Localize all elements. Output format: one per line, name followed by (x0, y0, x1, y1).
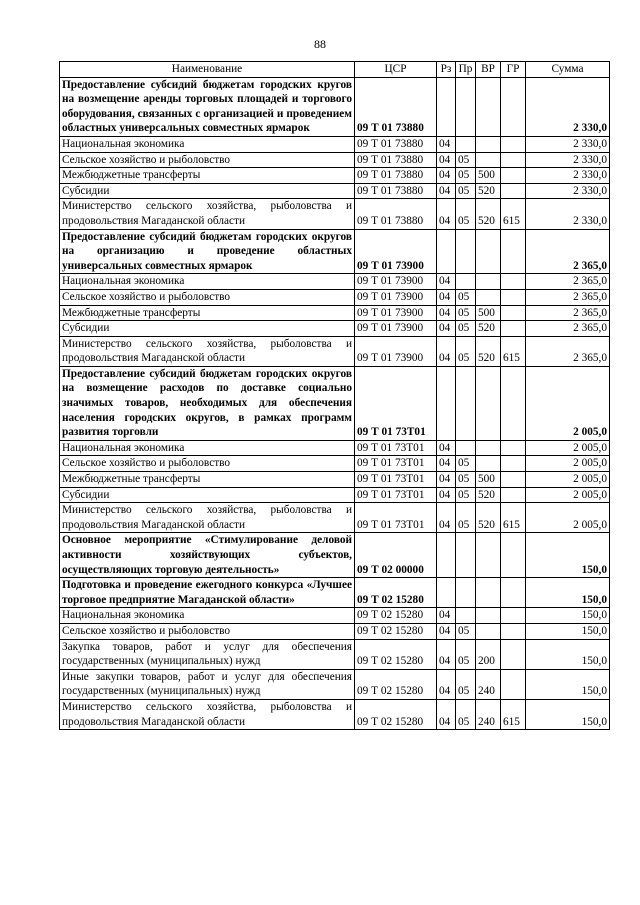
cell-pr: 05 (456, 183, 476, 199)
cell-sum: 2 005,0 (526, 487, 610, 503)
cell-rz: 04 (437, 199, 456, 229)
cell-csr: 09 Т 01 73880 (355, 199, 437, 229)
cell-name: Предоставление субсидий бюджетам городских округов на возмещение расходов по доставке социально значимых товаров, необходимых для обеспечения населения городских округов, в рамках программ развития торговли (60, 366, 355, 440)
cell-csr: 09 Т 02 15280 (355, 639, 437, 669)
cell-gr: 615 (501, 699, 526, 729)
cell-csr: 09 Т 01 73880 (355, 183, 437, 199)
table-row (60, 274, 610, 290)
cell-sum: 2 330,0 (526, 136, 610, 152)
cell-csr: 09 Т 01 73Т01 (355, 440, 437, 456)
cell-sum: 150,0 (526, 639, 610, 669)
table-row-program (60, 578, 610, 608)
cell-rz: 04 (437, 136, 456, 152)
cell-name: Национальная экономика (60, 608, 355, 624)
cell-gr (501, 321, 526, 337)
cell-pr (456, 608, 476, 624)
cell-sum: 2 005,0 (526, 456, 610, 472)
cell-vr: 520 (476, 503, 501, 533)
cell-sum: 150,0 (526, 669, 610, 699)
cell-name: Национальная экономика (60, 136, 355, 152)
table-row (60, 639, 610, 669)
cell-pr (456, 77, 476, 136)
cell-rz: 04 (437, 274, 456, 290)
cell-pr: 05 (456, 305, 476, 321)
budget-table (59, 61, 610, 730)
table-row-program (60, 533, 610, 578)
cell-vr (476, 456, 501, 472)
cell-csr: 09 Т 01 73Т01 (355, 456, 437, 472)
cell-sum: 2 365,0 (526, 305, 610, 321)
cell-gr (501, 669, 526, 699)
cell-csr: 09 Т 01 73900 (355, 289, 437, 305)
cell-pr: 05 (456, 199, 476, 229)
cell-gr (501, 456, 526, 472)
cell-name: Национальная экономика (60, 274, 355, 290)
cell-vr: 240 (476, 699, 501, 729)
cell-rz: 04 (437, 639, 456, 669)
cell-rz: 04 (437, 183, 456, 199)
cell-csr: 09 Т 01 73900 (355, 229, 437, 274)
cell-vr (476, 366, 501, 440)
cell-vr: 520 (476, 183, 501, 199)
table-row (60, 168, 610, 184)
cell-pr (456, 274, 476, 290)
table-row (60, 487, 610, 503)
cell-vr: 500 (476, 472, 501, 488)
cell-sum: 150,0 (526, 533, 610, 578)
cell-name: Подготовка и проведение ежегодного конкурса «Лучшее торговое предприятие Магаданской области» (60, 578, 355, 608)
cell-pr (456, 229, 476, 274)
cell-rz: 04 (437, 699, 456, 729)
cell-vr (476, 578, 501, 608)
cell-gr (501, 608, 526, 624)
cell-rz: 04 (437, 669, 456, 699)
cell-pr: 05 (456, 336, 476, 366)
cell-vr (476, 229, 501, 274)
cell-pr: 05 (456, 456, 476, 472)
cell-vr: 520 (476, 336, 501, 366)
cell-gr (501, 440, 526, 456)
cell-csr: 09 Т 01 73900 (355, 321, 437, 337)
cell-pr (456, 578, 476, 608)
cell-vr (476, 533, 501, 578)
cell-csr: 09 Т 01 73900 (355, 336, 437, 366)
cell-pr: 05 (456, 699, 476, 729)
cell-rz: 04 (437, 456, 456, 472)
cell-pr (456, 366, 476, 440)
cell-gr (501, 168, 526, 184)
cell-sum: 2 005,0 (526, 440, 610, 456)
cell-pr: 05 (456, 623, 476, 639)
cell-name: Межбюджетные трансферты (60, 472, 355, 488)
cell-rz: 04 (437, 503, 456, 533)
cell-rz: 04 (437, 623, 456, 639)
header-gr: ГР (501, 62, 526, 78)
cell-rz: 04 (437, 168, 456, 184)
cell-gr (501, 639, 526, 669)
table-row (60, 472, 610, 488)
cell-name: Основное мероприятие «Стимулирование деловой активности хозяйствующих субъектов, осуществляющих торговую деятельность» (60, 533, 355, 578)
cell-name: Министерство сельского хозяйства, рыболовства и продовольствия Магаданской области (60, 503, 355, 533)
cell-gr (501, 289, 526, 305)
cell-gr (501, 183, 526, 199)
table-row-program (60, 77, 610, 136)
cell-pr (456, 136, 476, 152)
cell-gr (501, 305, 526, 321)
cell-pr (456, 533, 476, 578)
table-row (60, 136, 610, 152)
cell-name: Министерство сельского хозяйства, рыболовства и продовольствия Магаданской области (60, 699, 355, 729)
cell-name: Министерство сельского хозяйства, рыболовства и продовольствия Магаданской области (60, 336, 355, 366)
table-row (60, 456, 610, 472)
cell-sum: 150,0 (526, 608, 610, 624)
cell-csr: 09 Т 02 15280 (355, 623, 437, 639)
cell-rz: 04 (437, 336, 456, 366)
cell-vr (476, 623, 501, 639)
cell-sum: 2 330,0 (526, 152, 610, 168)
cell-pr: 05 (456, 669, 476, 699)
cell-rz: 04 (437, 289, 456, 305)
cell-vr: 240 (476, 669, 501, 699)
cell-gr (501, 136, 526, 152)
cell-gr (501, 533, 526, 578)
cell-csr: 09 Т 01 73900 (355, 305, 437, 321)
cell-rz (437, 578, 456, 608)
cell-pr: 05 (456, 321, 476, 337)
cell-name: Сельское хозяйство и рыболовство (60, 289, 355, 305)
cell-pr: 05 (456, 289, 476, 305)
cell-name: Субсидии (60, 183, 355, 199)
cell-csr: 09 Т 02 15280 (355, 699, 437, 729)
header-sum: Сумма (526, 62, 610, 78)
cell-rz (437, 229, 456, 274)
cell-pr: 05 (456, 152, 476, 168)
cell-rz: 04 (437, 472, 456, 488)
table-row (60, 199, 610, 229)
header-vr: ВР (476, 62, 501, 78)
cell-name: Сельское хозяйство и рыболовство (60, 456, 355, 472)
cell-name: Межбюджетные трансферты (60, 305, 355, 321)
table-row (60, 336, 610, 366)
cell-sum: 2 365,0 (526, 336, 610, 366)
cell-rz (437, 366, 456, 440)
cell-rz: 04 (437, 608, 456, 624)
cell-name: Национальная экономика (60, 440, 355, 456)
cell-gr: 615 (501, 336, 526, 366)
cell-vr: 500 (476, 305, 501, 321)
cell-csr: 09 Т 02 15280 (355, 578, 437, 608)
table-body (60, 77, 610, 730)
cell-pr: 05 (456, 487, 476, 503)
cell-name: Закупка товаров, работ и услуг для обеспечения государственных (муниципальных) нужд (60, 639, 355, 669)
cell-vr (476, 608, 501, 624)
table-row (60, 669, 610, 699)
table-row (60, 623, 610, 639)
cell-vr (476, 440, 501, 456)
cell-sum: 2 330,0 (526, 183, 610, 199)
cell-csr: 09 Т 01 73880 (355, 152, 437, 168)
cell-gr (501, 487, 526, 503)
cell-sum: 2 330,0 (526, 168, 610, 184)
table-row (60, 503, 610, 533)
cell-gr: 615 (501, 199, 526, 229)
cell-csr: 09 Т 01 73Т01 (355, 366, 437, 440)
table-row (60, 183, 610, 199)
cell-gr (501, 152, 526, 168)
table-row (60, 608, 610, 624)
table-row (60, 321, 610, 337)
cell-rz: 04 (437, 305, 456, 321)
cell-gr: 615 (501, 503, 526, 533)
header-pr: Пр (456, 62, 476, 78)
cell-name: Предоставление субсидий бюджетам городских кругов на возмещение аренды торговых площадей и торгового оборудования, связанных с организацией и проведением областных универсальных совместных ярмарок (60, 77, 355, 136)
table-row (60, 152, 610, 168)
table-row-program (60, 229, 610, 274)
table-row (60, 289, 610, 305)
cell-csr: 09 Т 01 73Т01 (355, 503, 437, 533)
cell-vr: 520 (476, 199, 501, 229)
cell-name: Предоставление субсидий бюджетам городских округов на организацию и проведение областных универсальных совместных ярмарок (60, 229, 355, 274)
cell-sum: 2 365,0 (526, 274, 610, 290)
cell-vr: 520 (476, 321, 501, 337)
cell-vr (476, 77, 501, 136)
cell-rz (437, 77, 456, 136)
cell-sum: 2 330,0 (526, 77, 610, 136)
cell-sum: 2 005,0 (526, 472, 610, 488)
cell-gr (501, 77, 526, 136)
cell-vr (476, 152, 501, 168)
cell-sum: 2 005,0 (526, 503, 610, 533)
cell-sum: 2 365,0 (526, 289, 610, 305)
table-row (60, 699, 610, 729)
cell-name: Сельское хозяйство и рыболовство (60, 623, 355, 639)
cell-name: Субсидии (60, 487, 355, 503)
cell-rz: 04 (437, 152, 456, 168)
cell-sum: 150,0 (526, 699, 610, 729)
cell-rz: 04 (437, 440, 456, 456)
cell-csr: 09 Т 01 73880 (355, 168, 437, 184)
table-row (60, 440, 610, 456)
cell-rz: 04 (437, 487, 456, 503)
cell-vr (476, 289, 501, 305)
table-row (60, 305, 610, 321)
cell-sum: 2 365,0 (526, 229, 610, 274)
cell-csr: 09 Т 01 73880 (355, 77, 437, 136)
cell-sum: 2 365,0 (526, 321, 610, 337)
table-header-row (60, 62, 610, 78)
cell-sum: 150,0 (526, 578, 610, 608)
header-csr: ЦСР (355, 62, 437, 78)
cell-name: Межбюджетные трансферты (60, 168, 355, 184)
cell-pr: 05 (456, 168, 476, 184)
cell-gr (501, 366, 526, 440)
cell-gr (501, 623, 526, 639)
page-number: 88 (314, 37, 326, 51)
cell-name: Субсидии (60, 321, 355, 337)
cell-pr (456, 440, 476, 456)
table-row-program (60, 366, 610, 440)
cell-sum: 2 330,0 (526, 199, 610, 229)
cell-gr (501, 274, 526, 290)
cell-csr: 09 Т 01 73Т01 (355, 472, 437, 488)
cell-pr: 05 (456, 503, 476, 533)
header-rz: Рз (437, 62, 456, 78)
cell-csr: 09 Т 01 73Т01 (355, 487, 437, 503)
cell-vr: 500 (476, 168, 501, 184)
cell-csr: 09 Т 02 15280 (355, 608, 437, 624)
cell-gr (501, 472, 526, 488)
cell-rz (437, 533, 456, 578)
cell-sum: 150,0 (526, 623, 610, 639)
cell-csr: 09 Т 02 15280 (355, 669, 437, 699)
header-name: Наименование (60, 62, 355, 78)
cell-vr (476, 274, 501, 290)
cell-rz: 04 (437, 321, 456, 337)
cell-csr: 09 Т 02 00000 (355, 533, 437, 578)
cell-csr: 09 Т 01 73900 (355, 274, 437, 290)
cell-name: Сельское хозяйство и рыболовство (60, 152, 355, 168)
cell-pr: 05 (456, 472, 476, 488)
cell-gr (501, 578, 526, 608)
cell-vr: 520 (476, 487, 501, 503)
cell-vr: 200 (476, 639, 501, 669)
cell-csr: 09 Т 01 73880 (355, 136, 437, 152)
cell-gr (501, 229, 526, 274)
cell-sum: 2 005,0 (526, 366, 610, 440)
cell-pr: 05 (456, 639, 476, 669)
cell-name: Министерство сельского хозяйства, рыболовства и продовольствия Магаданской области (60, 199, 355, 229)
cell-vr (476, 136, 501, 152)
cell-name: Иные закупки товаров, работ и услуг для обеспечения государственных (муниципальных) нужд (60, 669, 355, 699)
